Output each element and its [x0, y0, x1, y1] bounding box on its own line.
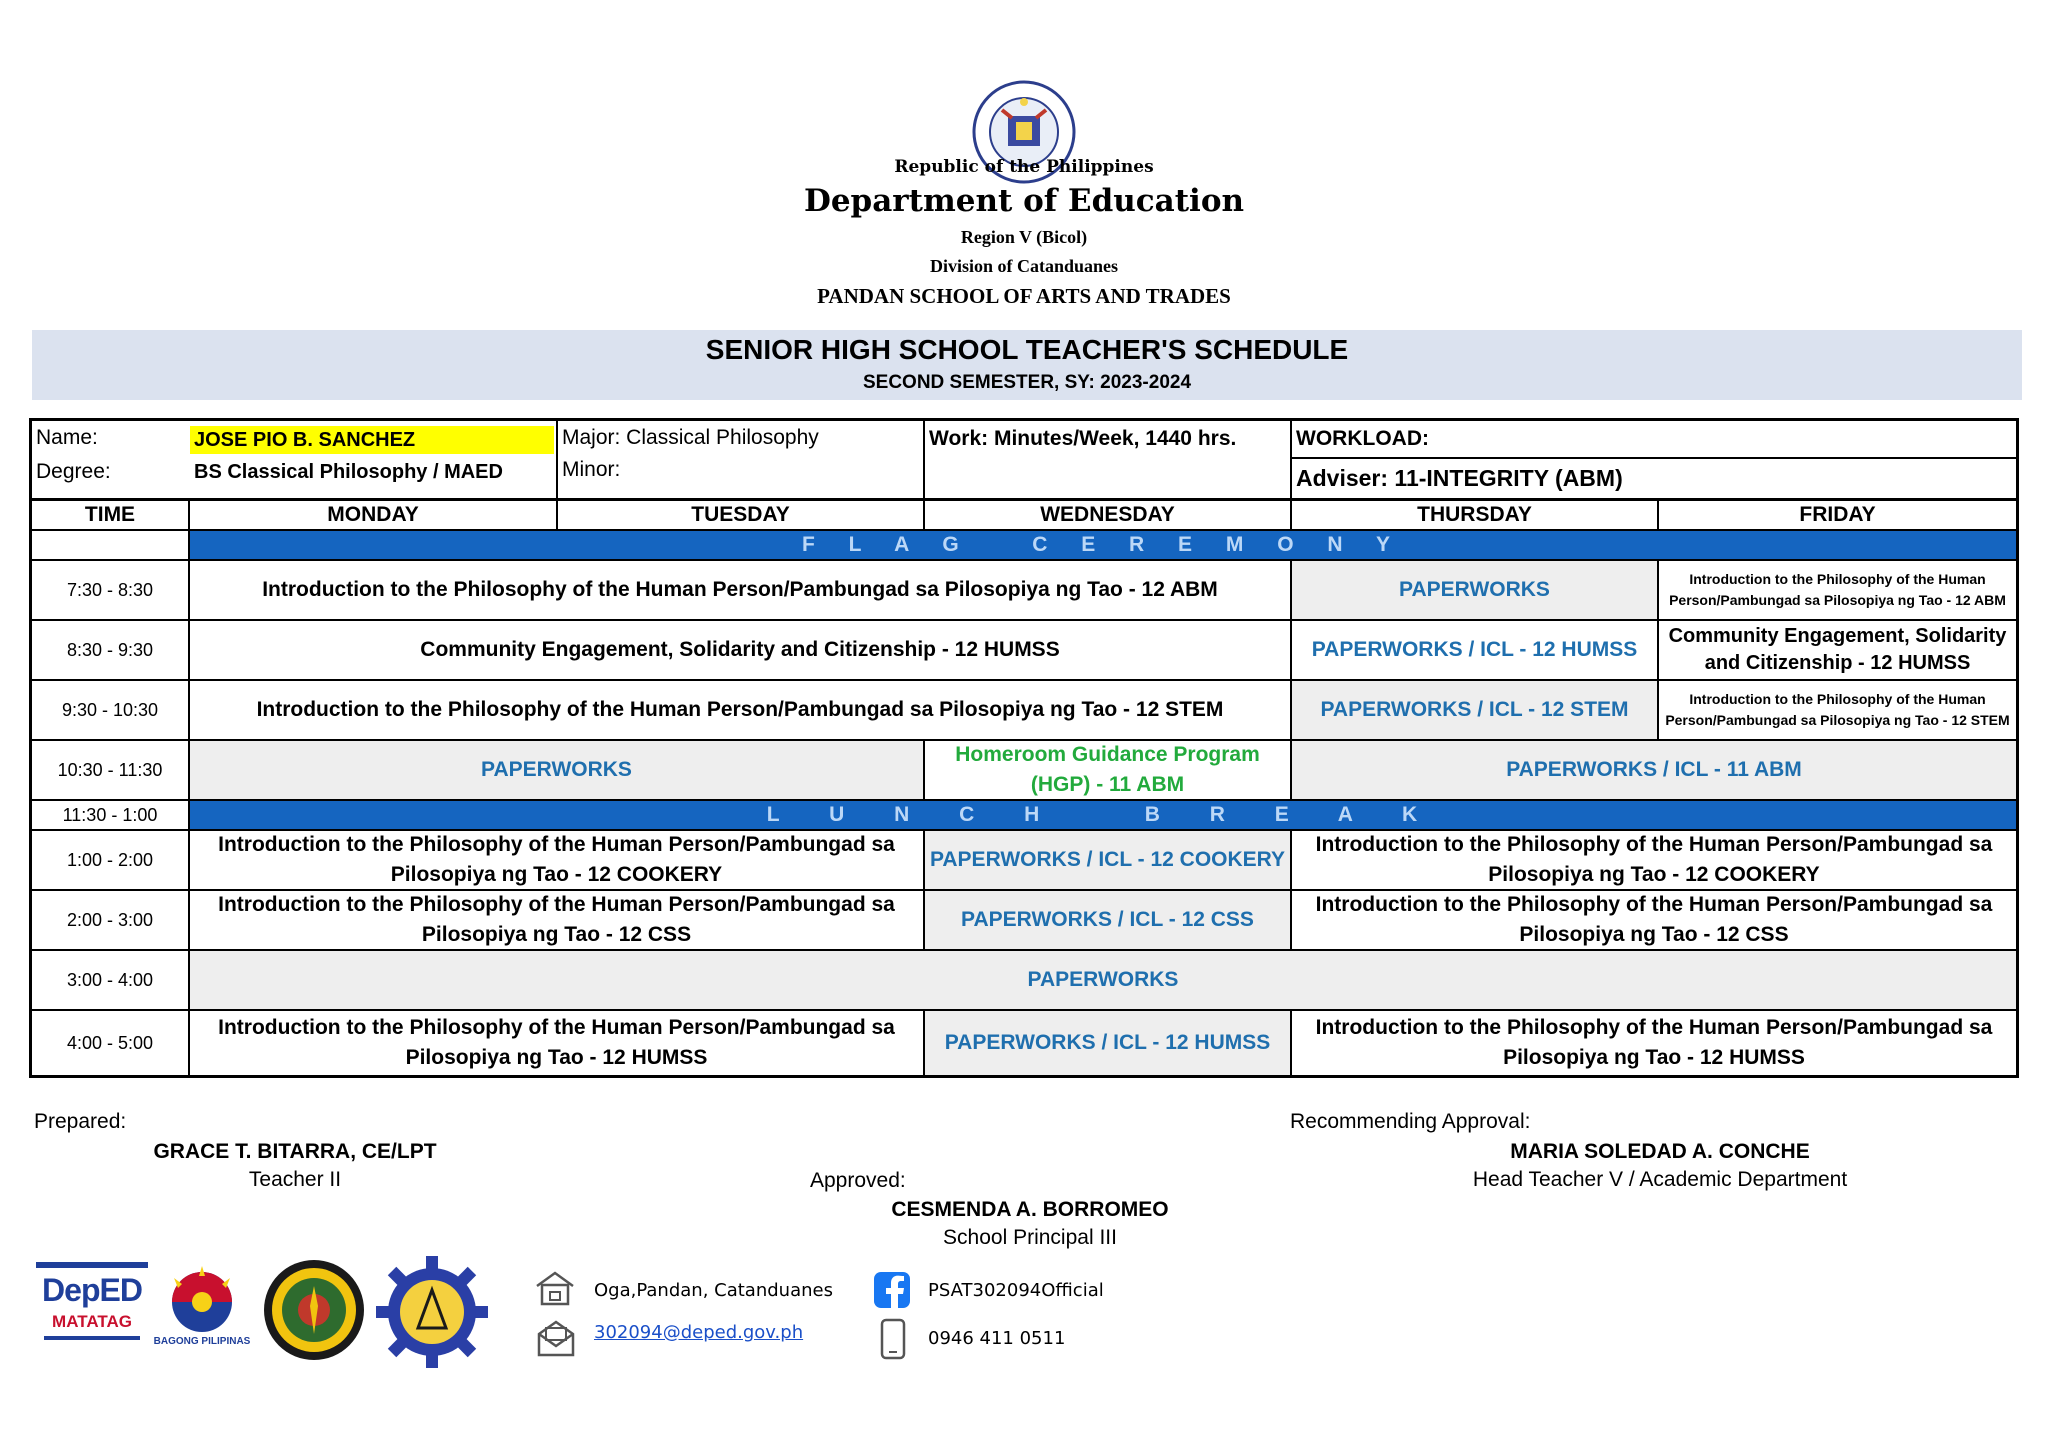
class-cell: Introduction to the Philosophy of the Human Person/Pambungad sa Pilosopiya ng Tao - 12 STEM	[190, 681, 1292, 741]
paperworks-cell: PAPERWORKS	[190, 951, 2016, 1011]
class-cell: Introduction to the Philosophy of the Human Person/Pambungad sa Pilosopiya ng Tao - 12 HUMSS	[1315, 1016, 1993, 1069]
header-thursday: THURSDAY	[1292, 501, 1659, 531]
paperworks-cell: PAPERWORKS / ICL - 12 HUMSS	[925, 1011, 1292, 1075]
division-heading: Division of Catanduanes	[929, 256, 1119, 276]
facebook-icon	[874, 1272, 910, 1308]
class-cell: Introduction to the Philosophy of the Human Person/Pambungad sa Pilosopiya ng Tao - 12 CSS	[190, 891, 925, 951]
deped-logo-text: DepED	[42, 1272, 142, 1308]
work-minutes: Work: Minutes/Week, 1440 hrs.	[925, 421, 1292, 501]
deped-matatag-logo	[36, 1262, 148, 1348]
class-cell: Introduction to the Philosophy of the Human Person/Pambungad sa Pilosopiya ng Tao - 12 COOKERY	[1292, 831, 2016, 891]
degree-label: Degree:	[36, 460, 111, 483]
phone-icon	[880, 1318, 906, 1360]
approved-label: Approved:	[810, 1169, 906, 1192]
class-cell: Introduction to the Philosophy of the Human Person/Pambungad sa Pilosopiya ng Tao - 12 HUMSS	[190, 1011, 925, 1075]
school-email-link[interactable]: 302094@deped.gov.ph	[594, 1322, 804, 1343]
prepared-title: Teacher II	[248, 1168, 342, 1191]
degree-value: BS Classical Philosophy / MAED	[194, 460, 503, 483]
class-cell: Introduction to the Philosophy of the Human Person/Pambungad sa Pilosopiya ng Tao - 12 STEM	[1659, 681, 2016, 741]
recommending-name: MARIA SOLEDAD A. CONCHE	[1510, 1140, 1810, 1163]
facebook-page: PSAT302094Official	[928, 1280, 1104, 1301]
bagong-pilipinas-text: BAGONG PILIPINAS	[153, 1336, 251, 1347]
time-cell: 4:00 - 5:00	[32, 1011, 190, 1075]
major-minor-block	[558, 421, 925, 501]
flag-time-cell	[32, 531, 190, 561]
flag-ceremony-bar: F L A G C E R E M O N Y	[190, 531, 2016, 561]
minor-field: Minor:	[562, 458, 621, 481]
bagong-pilipinas-icon	[152, 1262, 252, 1334]
class-cell: Introduction to the Philosophy of the Human Person/Pambungad sa Pilosopiya ng Tao - 12 CSS	[1292, 891, 2016, 951]
workload-label: WORKLOAD:	[1292, 421, 2016, 459]
page-subtitle: SECOND SEMESTER, SY: 2023-2024	[862, 372, 1192, 393]
paperworks-cell: PAPERWORKS / ICL - 12 STEM	[1292, 681, 1659, 741]
paperworks-cell: PAPERWORKS	[1292, 561, 1659, 621]
school-name: PANDAN SCHOOL OF ARTS AND TRADES	[817, 284, 1231, 308]
class-cell: Introduction to the Philosophy of the Human Person/Pambungad sa Pilosopiya ng Tao - 12 ABM	[1659, 561, 2016, 621]
name-degree-block	[32, 421, 558, 501]
time-cell: 3:00 - 4:00	[32, 951, 190, 1011]
matatag-text: MATATAG	[52, 1312, 132, 1331]
major-field: Major: Classical Philosophy	[562, 426, 819, 449]
recommending-title: Head Teacher V / Academic Department	[1472, 1168, 1848, 1191]
title-banner	[32, 330, 2022, 400]
school-address: Oga,Pandan, Catanduanes	[594, 1280, 833, 1301]
header-friday: FRIDAY	[1659, 501, 2016, 531]
department-heading: Department of Education	[803, 183, 1245, 219]
bagong-pilipinas-logo	[152, 1262, 252, 1352]
phone-number: 0946 411 0511	[928, 1328, 1066, 1349]
header-tuesday: TUESDAY	[558, 501, 925, 531]
time-cell: 2:00 - 3:00	[32, 891, 190, 951]
time-cell: 1:00 - 2:00	[32, 831, 190, 891]
approved-name: CESMENDA A. BORROMEO	[891, 1198, 1169, 1221]
paperworks-cell: PAPERWORKS / ICL - 12 CSS	[925, 891, 1292, 951]
hgp-cell: Homeroom Guidance Program (HGP) - 11 ABM	[925, 741, 1292, 801]
lunch-break-bar: L U N C H B R E A K	[190, 801, 2016, 831]
class-cell: Community Engagement, Solidarity and Citizenship - 12 HUMSS	[190, 621, 1292, 681]
paperworks-cell: PAPERWORKS / ICL - 11 ABM	[1292, 741, 2016, 801]
region-heading: Region V (Bicol)	[960, 227, 1088, 247]
schedule-table	[29, 418, 2019, 1078]
paperworks-cell: PAPERWORKS / ICL - 12 HUMSS	[1292, 621, 1659, 681]
time-cell: 8:30 - 9:30	[32, 621, 190, 681]
mail-icon	[536, 1318, 576, 1358]
paperworks-cell: PAPERWORKS / ICL - 12 COOKERY	[925, 831, 1292, 891]
time-cell: 9:30 - 10:30	[32, 681, 190, 741]
paperworks-cell: PAPERWORKS	[190, 741, 925, 801]
republic-heading: Republic of the Philippines	[894, 157, 1154, 177]
name-label: Name:	[36, 426, 98, 449]
adviser-field: Adviser: 11-INTEGRITY (ABM)	[1292, 459, 2016, 501]
psat-gear-seal-icon	[376, 1256, 488, 1368]
teacher-name: JOSE PIO B. SANCHEZ	[190, 426, 554, 454]
header-time: TIME	[32, 501, 190, 531]
class-cell: Introduction to the Philosophy of the Human Person/Pambungad sa Pilosopiya ng Tao - 12 ABM	[190, 561, 1292, 621]
class-cell: Introduction to the Philosophy of the Human Person/Pambungad sa Pilosopiya ng Tao - 12 COOKERY	[190, 831, 925, 891]
header-monday: MONDAY	[190, 501, 558, 531]
approved-title: School Principal III	[943, 1226, 1117, 1249]
time-cell: 11:30 - 1:00	[32, 801, 190, 831]
page-title: SENIOR HIGH SCHOOL TEACHER'S SCHEDULE	[705, 334, 1349, 365]
class-cell: Community Engagement, Solidarity and Citizenship - 12 HUMSS	[1659, 621, 2016, 681]
time-cell: 7:30 - 8:30	[32, 561, 190, 621]
recommending-label: Recommending Approval:	[1290, 1110, 1531, 1133]
prepared-name: GRACE T. BITARRA, CE/LPT	[153, 1140, 437, 1163]
header-wednesday: WEDNESDAY	[925, 501, 1292, 531]
division-catanduanes-seal-icon	[262, 1258, 366, 1362]
prepared-label: Prepared:	[34, 1110, 127, 1133]
school-building-icon	[534, 1270, 576, 1306]
time-cell: 10:30 - 11:30	[32, 741, 190, 801]
